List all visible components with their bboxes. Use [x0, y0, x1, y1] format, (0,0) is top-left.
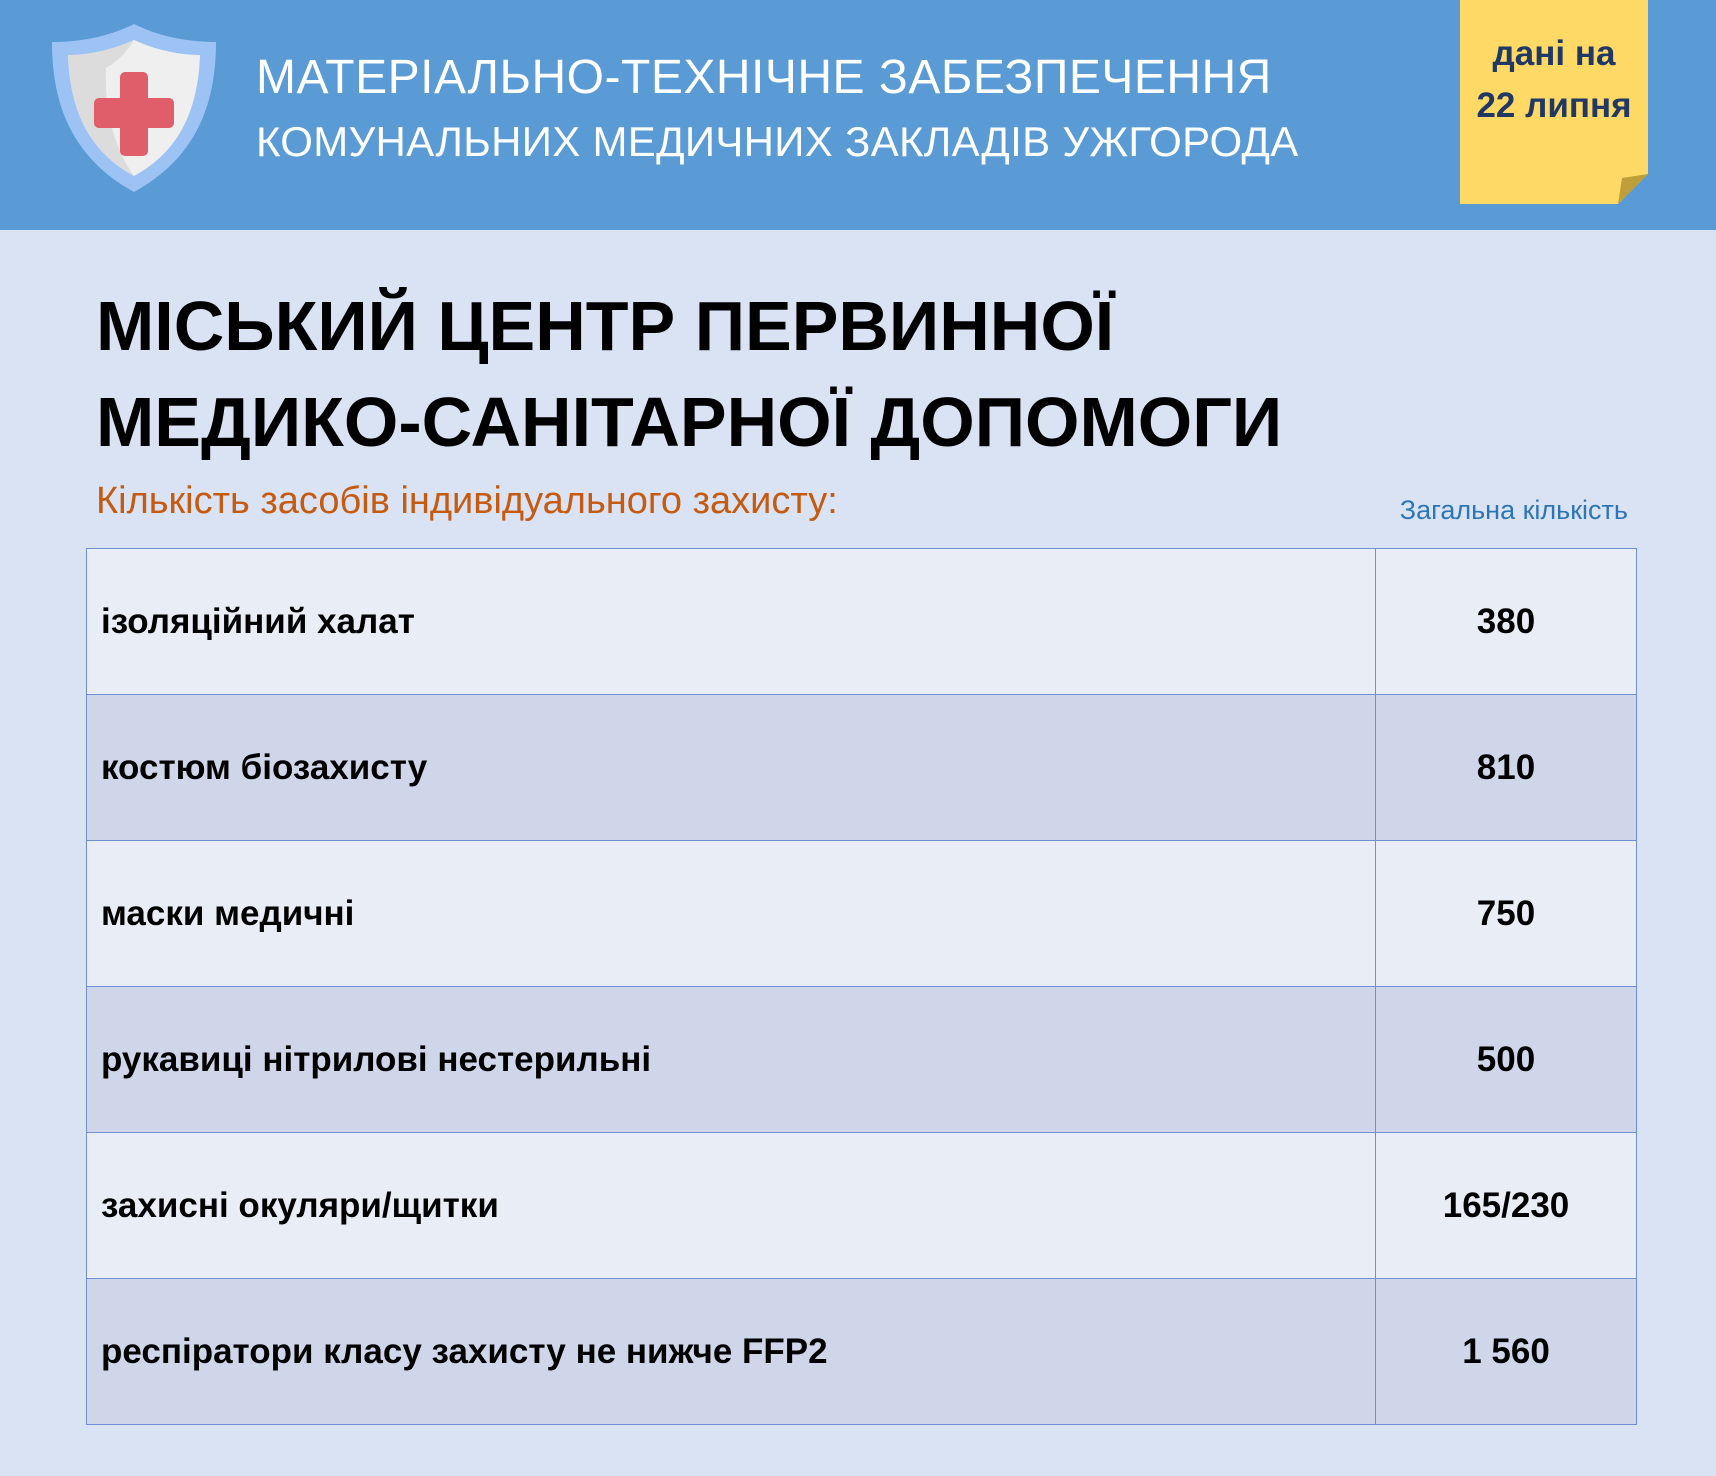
item-quantity: 165/230 — [1376, 1133, 1637, 1279]
item-name: рукавиці нітрилові нестерильні — [87, 987, 1376, 1133]
item-name: маски медичні — [87, 841, 1376, 987]
item-quantity: 1 560 — [1376, 1279, 1637, 1425]
section-subtitle: Кількість засобів індивідуального захисту: — [96, 480, 838, 522]
table-row — [87, 695, 1637, 841]
table-row — [87, 549, 1637, 695]
date-note-line1: дані на — [1492, 34, 1616, 73]
ppe-table — [86, 548, 1637, 1425]
medical-cross-shield-icon — [46, 20, 222, 196]
header-title: МАТЕРІАЛЬНО-ТЕХНІЧНЕ ЗАБЕЗПЕЧЕННЯ — [256, 51, 1272, 104]
item-quantity: 810 — [1376, 695, 1637, 841]
item-name: костюм біозахисту — [87, 695, 1376, 841]
page-title — [96, 278, 1282, 470]
page-title-line2: МЕДИКО-САНІТАРНОЇ ДОПОМОГИ — [96, 383, 1283, 461]
table-row — [87, 1279, 1637, 1425]
header-banner — [0, 0, 1716, 230]
item-name: респіратори класу захисту не нижче FFP2 — [87, 1279, 1376, 1425]
header-subtitle: КОМУНАЛЬНИХ МЕДИЧНИХ ЗАКЛАДІВ УЖГОРОДА — [256, 118, 1299, 165]
item-name: захисні окуляри/щитки — [87, 1133, 1376, 1279]
date-note-line2: 22 липня — [1476, 86, 1632, 125]
table-row — [87, 841, 1637, 987]
item-quantity: 380 — [1376, 549, 1637, 695]
date-sticky-note — [1460, 0, 1648, 204]
item-name: ізоляційний халат — [87, 549, 1376, 695]
table-row — [87, 1133, 1637, 1279]
item-quantity: 500 — [1376, 987, 1637, 1133]
column-header-total: Загальна кількість — [1399, 495, 1628, 525]
page-title-line1: МІСЬКИЙ ЦЕНТР ПЕРВИННОЇ — [96, 287, 1115, 365]
table-row — [87, 987, 1637, 1133]
item-quantity: 750 — [1376, 841, 1637, 987]
